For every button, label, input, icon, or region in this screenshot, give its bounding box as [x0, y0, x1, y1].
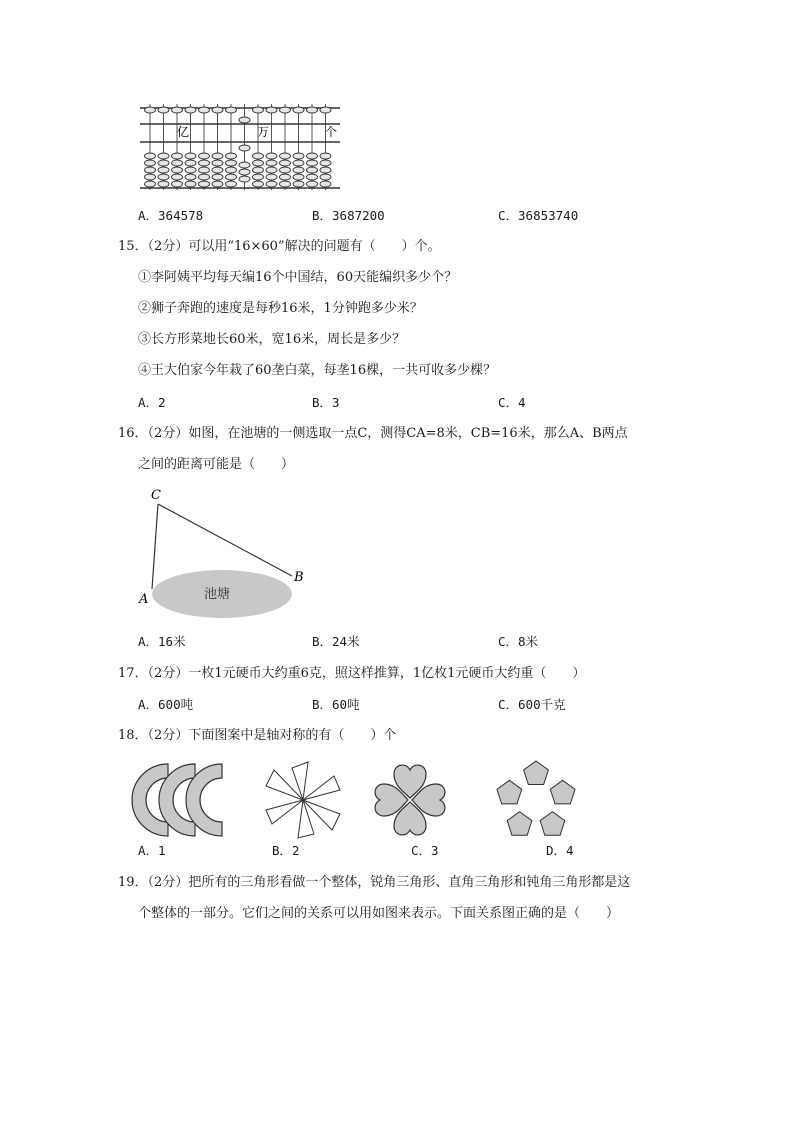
abacus-bead	[253, 107, 264, 113]
q17-option-b: B．60吨	[312, 697, 360, 712]
abacus-bead	[320, 107, 331, 113]
abacus-bead	[293, 153, 304, 159]
abacus-bead	[293, 181, 304, 187]
abacus-bead	[266, 153, 277, 159]
q15-option-a: A．2	[138, 395, 166, 410]
abacus-bead	[320, 174, 331, 180]
abacus-bead	[212, 167, 223, 173]
abacus-bead	[185, 160, 196, 166]
abacus-bead	[307, 107, 318, 113]
abacus-bead	[212, 174, 223, 180]
abacus-bead	[239, 169, 250, 175]
q15-item-3: ③长方形菜地长60米，宽16米，周长是多少？	[138, 332, 406, 347]
abacus-bead	[145, 167, 156, 173]
q17-option-c: C．600千克	[498, 697, 566, 712]
abacus-bead	[172, 153, 183, 159]
abacus-bead	[158, 167, 169, 173]
abacus-bead	[253, 174, 264, 180]
abacus-bead	[199, 153, 210, 159]
segment-cb	[158, 504, 292, 576]
q16-option-a: A．16米	[138, 634, 186, 649]
abacus-bead	[199, 160, 210, 166]
abacus-bead	[280, 181, 291, 187]
q19-stem-line1: 19．（2分）把所有的三角形看做一个整体，锐角三角形、直角三角形和钝角三角形都是这	[118, 875, 631, 890]
abacus-bead	[172, 174, 183, 180]
q18-option-a: A．1	[138, 843, 166, 858]
point-c-label: C	[151, 488, 161, 503]
abacus-bead	[199, 167, 210, 173]
abacus-bead	[172, 107, 183, 113]
q15-item-2: ②狮子奔跑的速度是每秒16米，1分钟跑多少米？	[138, 301, 423, 316]
point-a-label: A	[139, 592, 149, 607]
abacus-bead	[212, 153, 223, 159]
abacus-bead	[266, 107, 277, 113]
q15-item-1: ①李阿姨平均每天编16个中国结，60天能编织多少个？	[138, 270, 458, 285]
q15-option-b: B．3	[312, 395, 340, 410]
abacus-bead	[266, 174, 277, 180]
abacus-bead	[212, 181, 223, 187]
abacus-bead	[185, 167, 196, 173]
abacus-bead	[185, 107, 196, 113]
abacus-bead	[280, 174, 291, 180]
abacus-bead	[226, 181, 237, 187]
abacus-bead	[293, 174, 304, 180]
abacus-bead	[212, 160, 223, 166]
pentagon-shape	[524, 761, 549, 785]
abacus-bead	[266, 181, 277, 187]
abacus-bead	[307, 153, 318, 159]
q16-stem-line2: 之间的距离可能是（ ）	[138, 457, 295, 472]
abacus-bead	[172, 181, 183, 187]
q16-option-c: C．8米	[498, 634, 539, 649]
abacus-bead	[145, 153, 156, 159]
abacus-bead	[158, 160, 169, 166]
q18-option-d: D．4	[546, 843, 574, 858]
pattern-c-hearts	[368, 757, 452, 843]
q18-option-c: C．3	[411, 843, 439, 858]
abacus-bead	[280, 167, 291, 173]
abacus-bead	[145, 107, 156, 113]
abacus-bead	[145, 160, 156, 166]
abacus-bead	[185, 181, 196, 187]
abacus-bead	[226, 167, 237, 173]
abacus-bead	[239, 162, 250, 168]
abacus-bead	[253, 181, 264, 187]
abacus-bead	[239, 145, 250, 151]
q14-option-c: C．36853740	[498, 208, 579, 223]
abacus-bead	[253, 160, 264, 166]
abacus-bead	[199, 107, 210, 113]
pattern-a-crescents	[136, 760, 238, 840]
pentagon-shape	[540, 812, 565, 836]
q18-option-b: B．2	[272, 843, 300, 858]
abacus-bead	[226, 107, 237, 113]
abacus-bead	[320, 167, 331, 173]
pond-label: 池塘	[204, 587, 231, 602]
abacus-bead	[226, 160, 237, 166]
abacus-bead	[266, 160, 277, 166]
q15-item-4: ④王大伯家今年栽了60垄白菜，每垄16棵，一共可收多少棵？	[138, 363, 497, 378]
abacus-label-wan: 万	[257, 125, 270, 139]
abacus-bead	[185, 174, 196, 180]
q19-stem-line2: 个整体的一部分。它们之间的关系可以用如图来表示。下面关系图正确的是（ ）	[138, 906, 620, 921]
abacus-bead	[239, 176, 250, 182]
abacus-bead	[158, 107, 169, 113]
abacus-bead	[199, 181, 210, 187]
q14-option-a: A．364578	[138, 208, 204, 223]
q17-stem: 17．（2分）一枚1元硬币大约重6克，照这样推算，1亿枚1元硬币大约重（ ）	[118, 666, 586, 681]
abacus-bead	[293, 160, 304, 166]
pentagon-shape	[550, 780, 575, 804]
abacus-bead	[253, 167, 264, 173]
abacus-bead	[280, 107, 291, 113]
segment-ca	[152, 504, 158, 589]
q16-option-b: B．24米	[312, 634, 360, 649]
abacus-bead	[307, 181, 318, 187]
q18-stem: 18．（2分）下面图案中是轴对称的有（ ）个	[118, 728, 397, 743]
abacus-bead	[199, 174, 210, 180]
abacus-bead	[307, 160, 318, 166]
abacus-bead	[239, 117, 250, 123]
abacus-bead	[145, 181, 156, 187]
abacus-label-ge: 个	[325, 125, 338, 139]
abacus-figure	[136, 100, 344, 194]
abacus-bead	[266, 167, 277, 173]
abacus-bead	[158, 153, 169, 159]
pentagon-shape	[507, 812, 532, 836]
abacus-bead	[145, 174, 156, 180]
q17-option-a: A．600吨	[138, 697, 194, 712]
pattern-d-pentagons	[490, 758, 582, 842]
pentagon-shape	[497, 780, 522, 804]
abacus-bead	[158, 181, 169, 187]
abacus-bead	[172, 160, 183, 166]
q14-option-b: B．3687200	[312, 208, 385, 223]
abacus-bead	[158, 174, 169, 180]
abacus-bead	[307, 167, 318, 173]
abacus-bead	[226, 174, 237, 180]
abacus-bead	[320, 153, 331, 159]
abacus-bead	[280, 153, 291, 159]
abacus-bead	[307, 174, 318, 180]
point-b-label: B	[294, 570, 304, 585]
abacus-bead	[293, 107, 304, 113]
abacus-bead	[212, 107, 223, 113]
pattern-b-pinwheel	[262, 760, 344, 840]
abacus-bead	[226, 153, 237, 159]
abacus-bead	[172, 167, 183, 173]
abacus-bead	[293, 167, 304, 173]
abacus-bead	[320, 181, 331, 187]
q16-stem-line1: 16．（2分）如图，在池塘的一侧选取一点C，测得CA=8米，CB=16米，那么A、B两点	[118, 426, 628, 441]
abacus-bead	[185, 153, 196, 159]
abacus-bead	[320, 160, 331, 166]
abacus-label-yi: 亿	[177, 125, 190, 139]
q15-option-c: C．4	[498, 395, 526, 410]
pond-figure	[134, 484, 314, 624]
abacus-bead	[280, 160, 291, 166]
q15-stem: 15．（2分）可以用“16×60”解决的问题有（ ）个。	[118, 239, 441, 254]
abacus-bead	[253, 153, 264, 159]
